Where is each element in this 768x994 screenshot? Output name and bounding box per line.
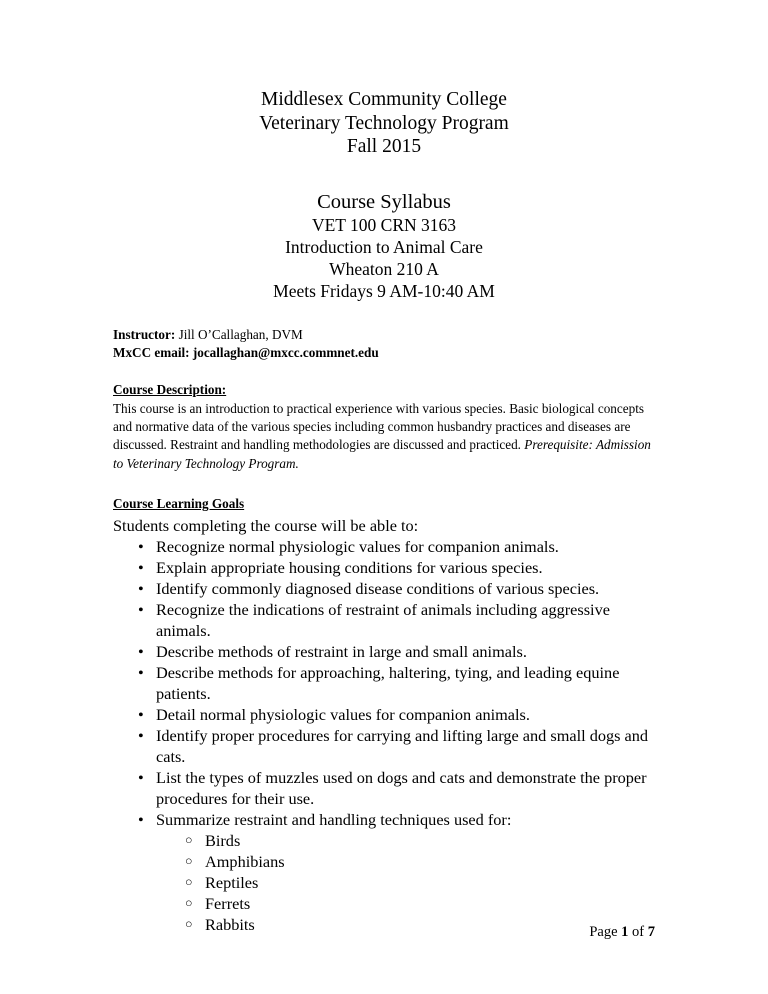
instructor-label: Instructor: bbox=[113, 326, 176, 342]
footer-middle: of bbox=[628, 924, 648, 940]
syllabus-title: Course Syllabus bbox=[317, 190, 451, 213]
species-sub-list bbox=[156, 830, 655, 935]
bullet-icon: • bbox=[138, 579, 144, 599]
course-description-text bbox=[113, 400, 655, 474]
sub-bullet-icon: ○ bbox=[185, 854, 193, 869]
list-item-label: Reptiles bbox=[205, 873, 259, 893]
list-item-label: Recognize the indications of restraint of animals including aggressive animals. bbox=[156, 600, 610, 641]
bullet-icon: • bbox=[138, 642, 144, 662]
list-item bbox=[113, 767, 655, 809]
list-item-label: Amphibians bbox=[205, 852, 285, 872]
footer-total-pages: 7 bbox=[647, 924, 655, 940]
bullet-icon: • bbox=[138, 663, 144, 683]
list-item bbox=[113, 557, 655, 578]
title-block bbox=[113, 0, 655, 302]
sub-bullet-icon: ○ bbox=[185, 875, 193, 890]
bullet-icon: • bbox=[138, 768, 144, 788]
footer-prefix: Page bbox=[589, 924, 622, 940]
bullet-icon: • bbox=[138, 705, 144, 725]
course-learning-goals-list bbox=[113, 536, 655, 935]
list-item bbox=[113, 599, 655, 641]
course-name: Introduction to Animal Care bbox=[285, 236, 483, 257]
list-item-label: Birds bbox=[205, 831, 241, 851]
course-room: Wheaton 210 A bbox=[329, 258, 439, 279]
instructor-block bbox=[113, 326, 655, 363]
course-schedule: Meets Fridays 9 AM-10:40 AM bbox=[273, 280, 495, 301]
list-item bbox=[113, 725, 655, 767]
list-item-label: Recognize normal physiologic values for companion animals. bbox=[156, 537, 559, 557]
list-item bbox=[156, 830, 655, 851]
list-item bbox=[113, 536, 655, 557]
list-item bbox=[113, 704, 655, 725]
list-item-label: Summarize restraint and handling techniques used for: bbox=[156, 810, 512, 830]
list-item bbox=[113, 641, 655, 662]
course-code: VET 100 CRN 3163 bbox=[311, 214, 457, 235]
institution-name: Middlesex Community College bbox=[261, 89, 507, 110]
footer-current-page: 1 bbox=[621, 924, 629, 940]
bullet-icon: • bbox=[138, 600, 144, 620]
list-item-label: Describe methods for approaching, haltering, tying, and leading equine patients. bbox=[156, 663, 620, 704]
list-item bbox=[156, 872, 655, 893]
list-item-label: Rabbits bbox=[205, 915, 255, 935]
course-learning-goals-heading: Course Learning Goals bbox=[113, 496, 245, 512]
list-item bbox=[113, 662, 655, 704]
bullet-icon: • bbox=[138, 726, 144, 746]
course-description-body: This course is an introduction to practical experience with various species. Basic biological concepts and normative data of the various species including common husbandry practices and diseases are discussed. Restraint and handling methodologies are discussed and practiced. bbox=[113, 400, 644, 453]
program-name: Veterinary Technology Program bbox=[259, 112, 509, 134]
instructor-email-line: MxCC email: jocallaghan@mxcc.commnet.edu bbox=[113, 345, 379, 360]
course-learning-goals-section bbox=[113, 495, 655, 935]
course-learning-goals-intro: Students completing the course will be able to: bbox=[113, 516, 419, 536]
instructor-name: Jill O’Callaghan, DVM bbox=[175, 326, 303, 342]
bullet-icon: • bbox=[138, 537, 144, 557]
list-item bbox=[156, 893, 655, 914]
bullet-icon: • bbox=[138, 810, 144, 830]
list-item-label: Explain appropriate housing conditions for various species. bbox=[156, 558, 543, 578]
list-item-label: Ferrets bbox=[205, 894, 251, 914]
list-item-label: List the types of muzzles used on dogs and cats and demonstrate the proper procedures for their use. bbox=[156, 768, 647, 809]
sub-bullet-icon: ○ bbox=[185, 917, 193, 932]
bullet-icon: • bbox=[138, 558, 144, 578]
course-description-section bbox=[113, 381, 655, 474]
list-item bbox=[156, 851, 655, 872]
list-item-label: Detail normal physiologic values for companion animals. bbox=[156, 705, 530, 725]
term-label: Fall 2015 bbox=[346, 136, 422, 157]
list-item bbox=[113, 809, 655, 935]
list-item bbox=[113, 578, 655, 599]
instructor-line bbox=[113, 326, 655, 345]
sub-bullet-icon: ○ bbox=[185, 896, 193, 911]
course-prerequisite: Prerequisite: Admission to Veterinary Technology Program. bbox=[113, 437, 651, 471]
page-footer bbox=[589, 923, 655, 941]
list-item bbox=[156, 914, 655, 935]
list-item-label: Describe methods of restraint in large and small animals. bbox=[156, 642, 527, 662]
course-description-heading: Course Description: bbox=[113, 381, 227, 397]
list-item-label: Identify commonly diagnosed disease conditions of various species. bbox=[156, 579, 600, 599]
sub-bullet-icon: ○ bbox=[185, 833, 193, 848]
list-item-label: Identify proper procedures for carrying and lifting large and small dogs and cats. bbox=[156, 726, 649, 767]
